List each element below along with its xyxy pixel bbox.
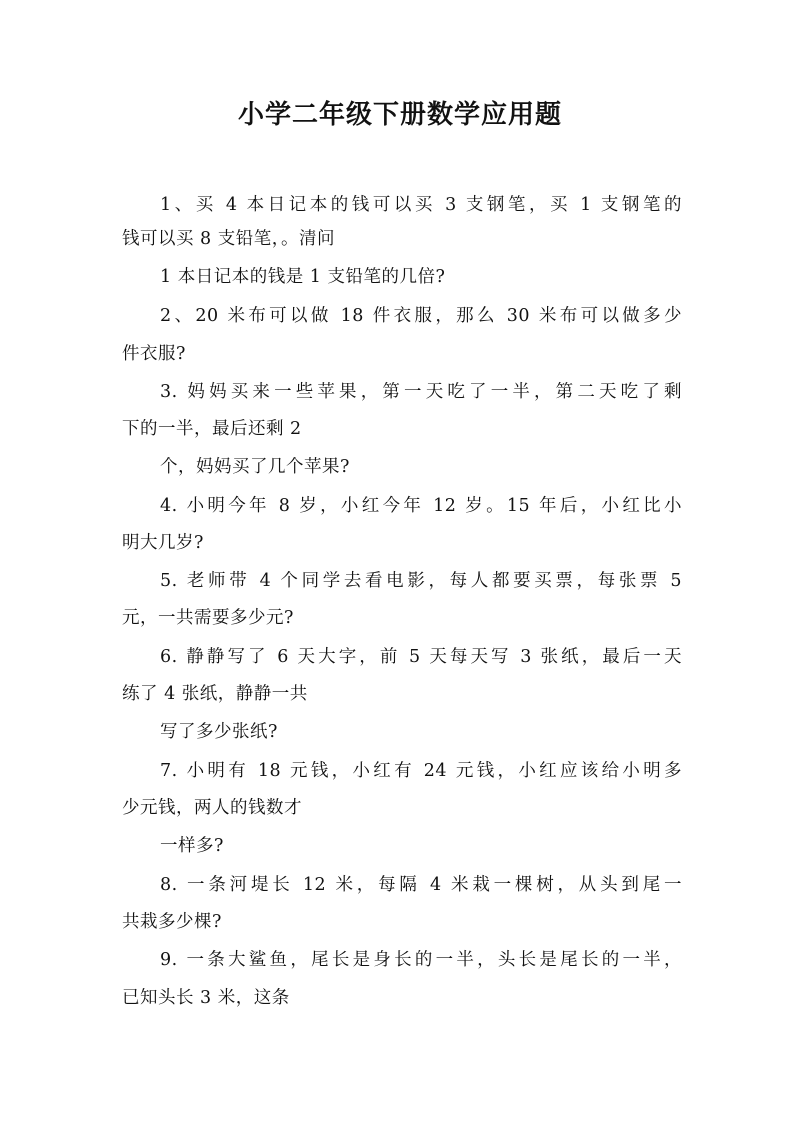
text-line: 个，妈妈买了几个苹果? [160,457,350,477]
text-line: 8. 一条河堤长 12 米，每隔 4 米栽一棵树，从头到尾一 [160,875,682,895]
text-line: 已知头长 3 米，这条 [122,988,290,1008]
text-line: 1、买 4 本日记本的钱可以买 3 支钢笔，买 1 支钢笔的 [160,195,682,215]
document-title: 小学二年级下册数学应用题 [237,100,562,130]
text-line: 一样多? [160,836,224,856]
text-line: 3. 妈妈买来一些苹果，第一天吃了一半，第二天吃了剩 [160,382,682,402]
text-line: 4. 小明今年 8 岁，小红今年 12 岁。15 年后，小红比小 [160,496,682,516]
text-line: 7. 小明有 18 元钱，小红有 24 元钱，小红应该给小明多 [160,761,682,781]
text-line: 明大几岁? [122,533,204,553]
text-line: 件衣服? [122,344,186,364]
text-line: 写了多少张纸? [160,722,278,742]
text-line: 5. 老师带 4 个同学去看电影，每人都要买票，每张票 5 [160,571,682,591]
text-line: 元，一共需要多少元? [122,608,294,628]
text-line: 少元钱，两人的钱数才 [122,798,302,818]
text-line: 9. 一条大鲨鱼，尾长是身长的一半，头长是尾长的一半， [160,950,682,970]
text-line: 1 本日记本的钱是 1 支铅笔的几倍? [160,267,446,287]
text-line: 下的一半，最后还剩 2 [122,419,302,439]
text-line: 练了 4 张纸，静静一共 [122,684,308,704]
text-line: 6. 静静写了 6 天大字，前 5 天每天写 3 张纸，最后一天 [160,647,682,667]
text-line: 2、20 米布可以做 18 件衣服，那么 30 米布可以做多少 [160,306,682,326]
text-line: 共栽多少棵? [122,912,222,932]
text-line: 钱可以买 8 支铅笔，。清问 [122,229,336,249]
